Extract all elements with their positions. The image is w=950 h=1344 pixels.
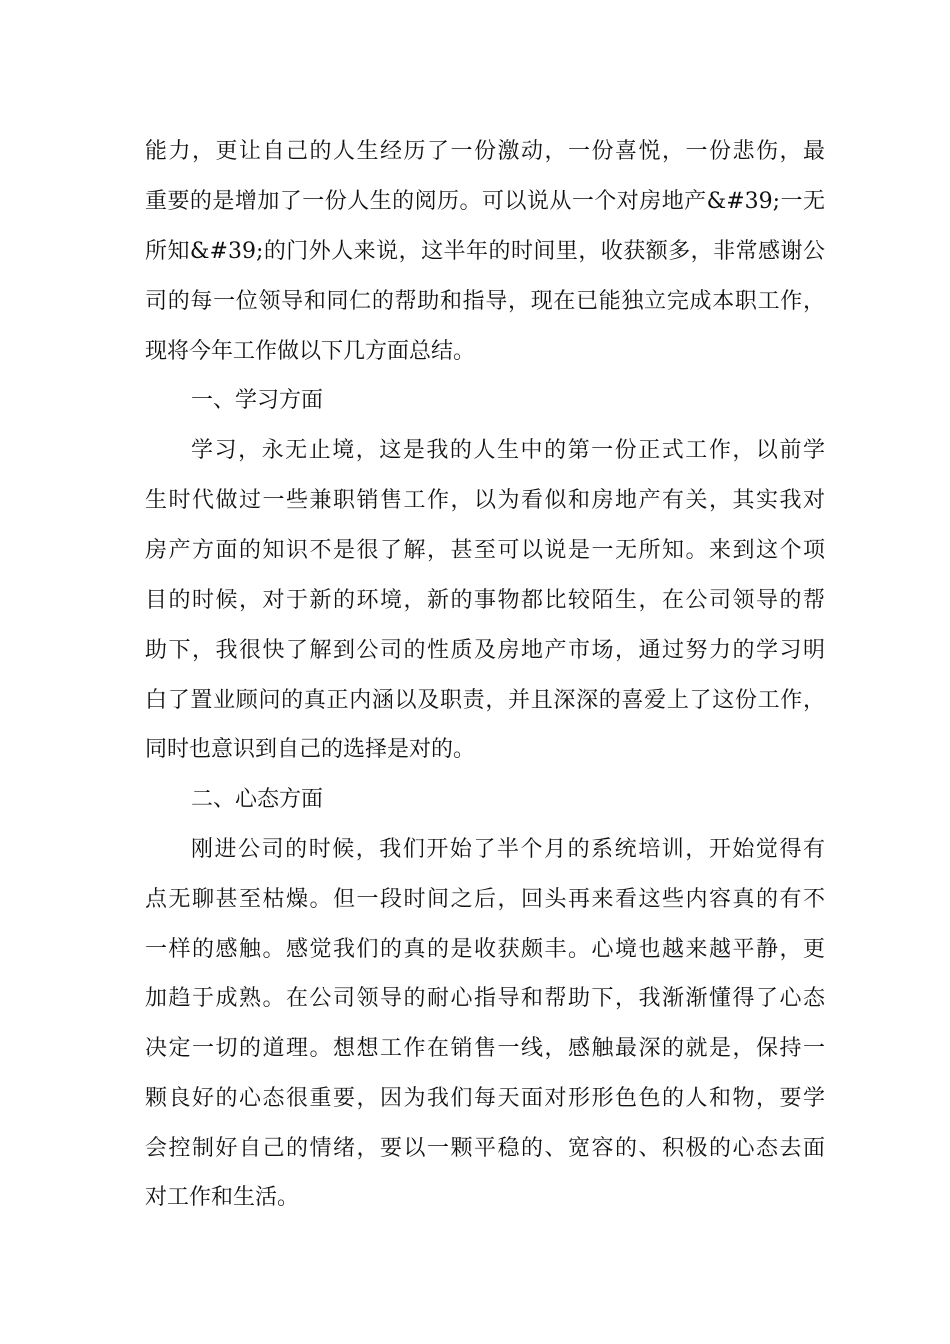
- paragraph-line: 目的时候，对于新的环境，新的事物都比较陌生，在公司领导的帮: [145, 588, 825, 613]
- paragraph-line: 刚进公司的时候，我们开始了半个月的系统培训，开始觉得有: [191, 837, 825, 862]
- paragraph-line: 重要的是增加了一份人生的阅历。可以说从一个对房地产&#39;一无: [145, 189, 825, 214]
- paragraph-line: 房产方面的知识不是很了解，甚至可以说是一无所知。来到这个项: [145, 538, 825, 563]
- paragraph-line: 颗良好的心态很重要，因为我们每天面对形形色色的人和物，要学: [145, 1086, 825, 1111]
- section-heading-mindset: 二、心态方面: [191, 787, 324, 812]
- paragraph-line: 对工作和生活。: [145, 1185, 300, 1210]
- paragraph-line: 决定一切的道理。想想工作在销售一线，感触最深的就是，保持一: [145, 1036, 825, 1061]
- paragraph-line: 现将今年工作做以下几方面总结。: [145, 339, 476, 364]
- paragraph-line: 同时也意识到自己的选择是对的。: [145, 737, 476, 762]
- paragraph-line: 加趋于成熟。在公司领导的耐心指导和帮助下，我渐渐懂得了心态: [145, 986, 825, 1011]
- paragraph-line: 助下，我很快了解到公司的性质及房地产市场，通过努力的学习明: [145, 638, 825, 663]
- paragraph-line: 司的每一位领导和同仁的帮助和指导，现在已能独立完成本职工作，: [145, 289, 825, 314]
- paragraph-line: 所知&#39;的门外人来说，这半年的时间里，收获额多，非常感谢公: [145, 239, 825, 264]
- section-heading-study: 一、学习方面: [191, 388, 324, 413]
- paragraph-line: 学习，永无止境，这是我的人生中的第一份正式工作，以前学: [191, 438, 825, 463]
- paragraph-line: 能力，更让自己的人生经历了一份激动，一份喜悦，一份悲伤，最: [145, 139, 825, 164]
- paragraph-line: 生时代做过一些兼职销售工作，以为看似和房地产有关，其实我对: [145, 488, 825, 513]
- paragraph-line: 会控制好自己的情绪，要以一颗平稳的、宽容的、积极的心态去面: [145, 1136, 825, 1161]
- paragraph-line: 一样的感触。感觉我们的真的是收获颇丰。心境也越来越平静，更: [145, 937, 825, 962]
- paragraph-line: 点无聊甚至枯燥。但一段时间之后，回头再来看这些内容真的有不: [145, 887, 825, 912]
- paragraph-line: 白了置业顾问的真正内涵以及职责，并且深深的喜爱上了这份工作，: [145, 688, 825, 713]
